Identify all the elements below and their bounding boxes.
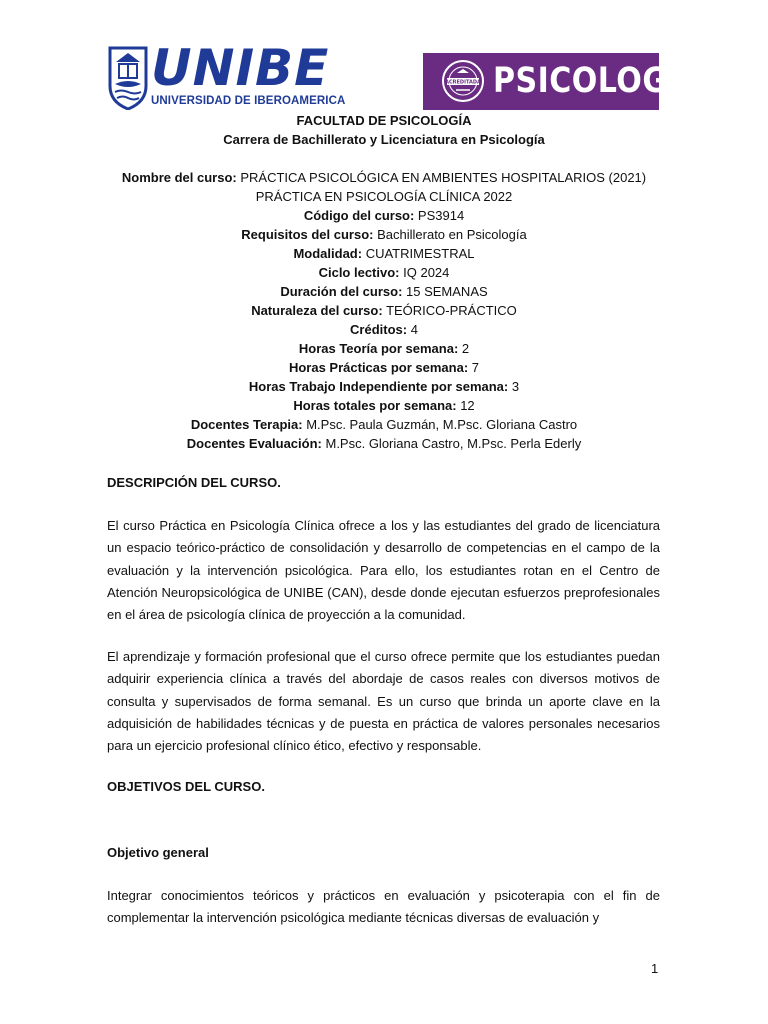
career-title-text: Carrera de Bachillerato y Licenciatura en Psicología	[223, 132, 545, 147]
evaluation-teachers-label: Docentes Evaluación:	[186, 436, 322, 451]
unibe-logo	[107, 39, 346, 112]
psicologia-wordmark: PSICOLOGÍA	[493, 61, 703, 101]
nature-line	[60, 301, 708, 320]
cycle-value: IQ 2024	[399, 265, 450, 280]
course-name-value-2: PRÁCTICA EN PSICOLOGÍA CLÍNICA 2022	[255, 189, 513, 204]
unibe-wordmark: UNIBE	[151, 39, 330, 97]
general-objective-heading: Objetivo general	[107, 845, 209, 860]
faculty-title-text: FACULTAD DE PSICOLOGÍA	[296, 113, 472, 128]
course-name-line	[60, 168, 708, 187]
course-code-label: Código del curso:	[303, 208, 415, 223]
course-name-label: Nombre del curso:	[121, 170, 237, 185]
cycle-label: Ciclo lectivo:	[318, 265, 400, 280]
total-hours-label: Horas totales por semana:	[293, 398, 457, 413]
total-hours-value: 12	[456, 398, 475, 413]
course-code-value: PS3914	[414, 208, 465, 223]
psicologia-logo	[423, 53, 703, 110]
independent-hours-label: Horas Trabajo Independiente por semana:	[248, 379, 509, 394]
credits-value: 4	[407, 322, 418, 337]
modality-value: CUATRIMESTRAL	[362, 246, 475, 261]
description-heading: DESCRIPCIÓN DEL CURSO.	[107, 475, 281, 490]
therapy-teachers-value: M.Psc. Paula Guzmán, M.Psc. Gloriana Castro	[302, 417, 578, 432]
evaluation-teachers-line	[60, 434, 708, 453]
credits-line	[60, 320, 708, 339]
course-code-line	[60, 206, 708, 225]
practice-hours-label: Horas Prácticas por semana:	[288, 360, 469, 375]
nature-value: TEÓRICO-PRÁCTICO	[382, 303, 517, 318]
requirements-value: Bachillerato en Psicología	[373, 227, 527, 242]
nature-label: Naturaleza del curso:	[251, 303, 383, 318]
unibe-crest-icon	[107, 46, 149, 110]
description-paragraph-2: El aprendizaje y formación profesional que el curso ofrece permite que los estudiantes puedan adquirir experiencia clínica a través del abordaje de casos reales con diversos motivos de consulta y supervisados de forma semanal. Es un curso que brinda un aporte clave en la adquisición de habilidades técnicas y de puesta en práctica de valores personales necesarios para un ejercicio profesional clínico ético, efectivo y responsable.	[107, 649, 660, 754]
theory-hours-line	[60, 339, 708, 358]
independent-hours-line	[60, 377, 708, 396]
independent-hours-value: 3	[508, 379, 520, 394]
modality-label: Modalidad:	[293, 246, 363, 261]
practice-hours-value: 7	[468, 360, 480, 375]
general-objective-paragraph: Integrar conocimientos teóricos y prácticos en evaluación y psicoterapia con el fin de complementar la intervención psicológica mediante técnicas diversas de evaluación y	[107, 888, 660, 926]
course-name-line-2	[60, 187, 708, 206]
practice-hours-line	[60, 358, 708, 377]
theory-hours-label: Horas Teoría por semana:	[298, 341, 459, 356]
requirements-line	[60, 225, 708, 244]
cycle-line	[60, 263, 708, 282]
duration-line	[60, 282, 708, 301]
evaluation-teachers-value: M.Psc. Gloriana Castro, M.Psc. Perla Ederly	[321, 436, 582, 451]
page-number: 1	[651, 961, 659, 976]
duration-label: Duración del curso:	[280, 284, 403, 299]
requirements-label: Requisitos del curso:	[241, 227, 374, 242]
unibe-subtitle: UNIVERSIDAD DE IBEROAMERICA	[151, 95, 346, 107]
duration-value: 15 SEMANAS	[402, 284, 488, 299]
description-paragraph-1: El curso Práctica en Psicología Clínica ofrece a los y las estudiantes del grado de licenciatura un espacio teórico-práctico de consolidación y desarrollo de competencias en el campo de la evaluación y la intervención psicológica. Para ello, los estudiantes rotan en el Centro de Atención Neuropsicológica de UNIBE (CAN), desde donde ejecutan esfuerzos preprofesionales en el área de psicología clínica de proyección a la comunidad.	[107, 518, 660, 623]
modality-line	[60, 244, 708, 263]
accreditation-seal-icon	[441, 59, 485, 103]
credits-label: Créditos:	[350, 322, 408, 337]
therapy-teachers-label: Docentes Terapia:	[190, 417, 303, 432]
therapy-teachers-line	[60, 415, 708, 434]
course-name-value: PRÁCTICA PSICOLÓGICA EN AMBIENTES HOSPITALARIOS (2021)	[236, 170, 647, 185]
theory-hours-value: 2	[458, 341, 470, 356]
total-hours-line	[60, 396, 708, 415]
svg-text:ACREDITADA: ACREDITADA	[445, 79, 481, 86]
career-title	[60, 130, 708, 149]
objectives-heading: OBJETIVOS DEL CURSO.	[107, 779, 265, 794]
faculty-title	[60, 111, 708, 130]
